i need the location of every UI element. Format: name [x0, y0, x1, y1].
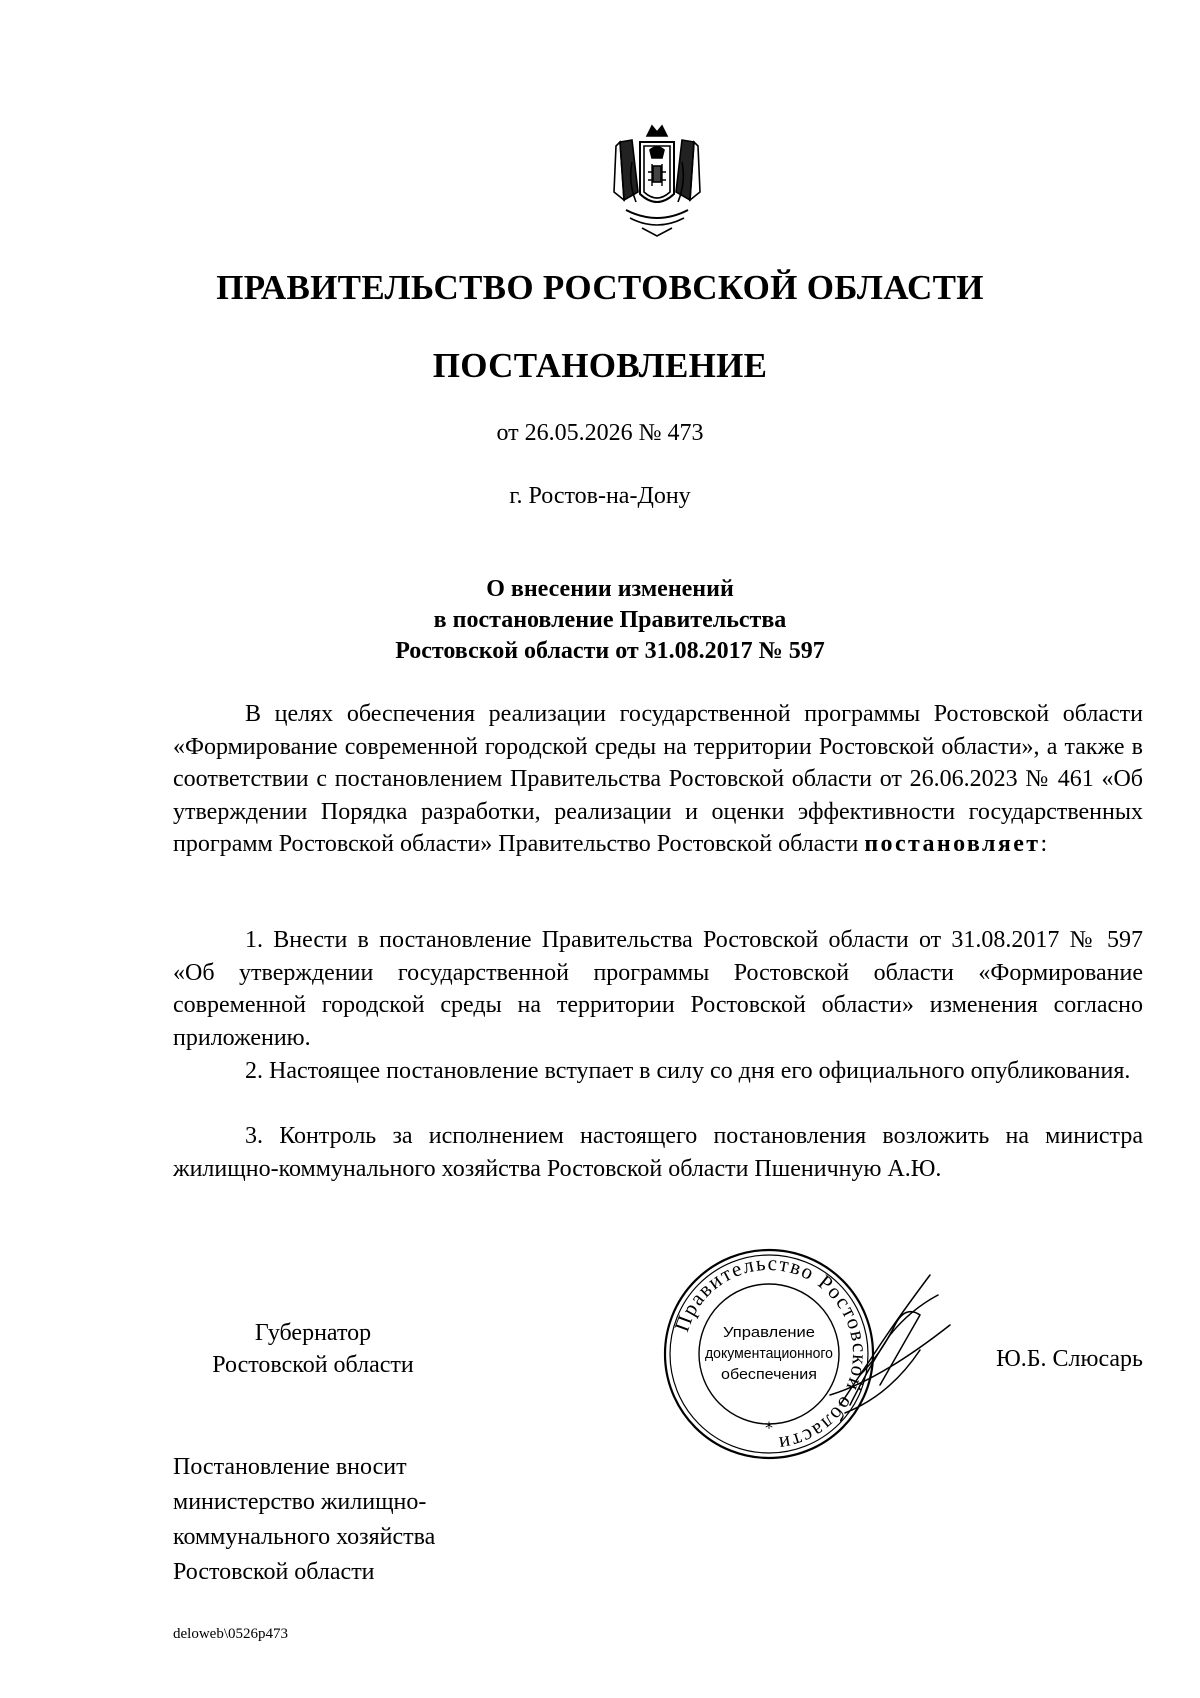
position-line: Губернатор	[254, 1320, 372, 1346]
subject-line: в постановление Правительства	[433, 607, 787, 633]
stamp-center-line: документационного	[705, 1346, 833, 1362]
introduced-line: министерство жилищно-	[173, 1489, 427, 1515]
document-type: ПОСТАНОВЛЕНИЕ	[432, 346, 768, 385]
item-paragraph	[173, 1055, 1143, 1088]
subject-line: О внесении изменений	[486, 576, 734, 602]
item-text: 1. Внести в постановление Правительства Ростовской области от 31.08.2017 № 597 «Об утверждении государственной программы Ростовской области «Формирование современной городской среды на территории Ростовской области» изменения согласно приложению.	[173, 927, 1143, 1051]
introduced-line: Ростовской области	[173, 1559, 375, 1585]
preamble-paragraph	[173, 698, 1143, 861]
stamp-ring-text: Правительство Ростовской области	[669, 1250, 873, 1457]
introduced-line: коммунального хозяйства	[173, 1524, 436, 1550]
preamble-text: В целях обеспечения реализации государственной программы Ростовской области «Формирование современной городской среды на территории Ростовской области», а также в соответствии с постановлением Правительства Ростовской области от 26.06.2023 № 461 «Об утверждении Порядка разработки, реализации и оценки эффективности государственных программ Ростовской области» Правительство Ростовской области	[173, 701, 1143, 857]
file-code: deloweb\0526p473	[173, 1626, 288, 1642]
stamp-center-line: обеспечения	[721, 1367, 817, 1383]
item-paragraph	[173, 1120, 1143, 1185]
item-text: 2. Настоящее постановление вступает в силу со дня его официального опубликования.	[245, 1058, 1131, 1084]
item-text: 3. Контроль за исполнением настоящего постановления возложить на министра жилищно-коммунального хозяйства Ростовской области Пшеничную А.Ю.	[173, 1123, 1143, 1182]
government-title: ПРАВИТЕЛЬСТВО РОСТОВСКОЙ ОБЛАСТИ	[216, 268, 984, 307]
document-date-number: от 26.05.2026 № 473	[496, 420, 704, 446]
signer-name: Ю.Б. Слюсарь	[996, 1346, 1143, 1372]
document-city: г. Ростов-на-Дону	[509, 483, 691, 509]
signatory-position	[173, 1317, 453, 1381]
subject-line: Ростовской области от 31.08.2017 № 597	[395, 638, 825, 664]
star-icon: *	[765, 1418, 773, 1437]
preamble-keyword: постановляет	[864, 831, 1041, 857]
handwritten-signature	[820, 1255, 970, 1425]
position-line: Ростовской области	[212, 1352, 414, 1378]
stamp-center-line: Управление	[723, 1325, 815, 1341]
introduced-by	[173, 1450, 533, 1590]
item-paragraph	[173, 924, 1143, 1054]
document-subject	[300, 574, 920, 667]
introduced-line: Постановление вносит	[173, 1454, 407, 1480]
preamble-end: :	[1040, 831, 1048, 857]
coat-of-arms-icon	[602, 122, 712, 240]
